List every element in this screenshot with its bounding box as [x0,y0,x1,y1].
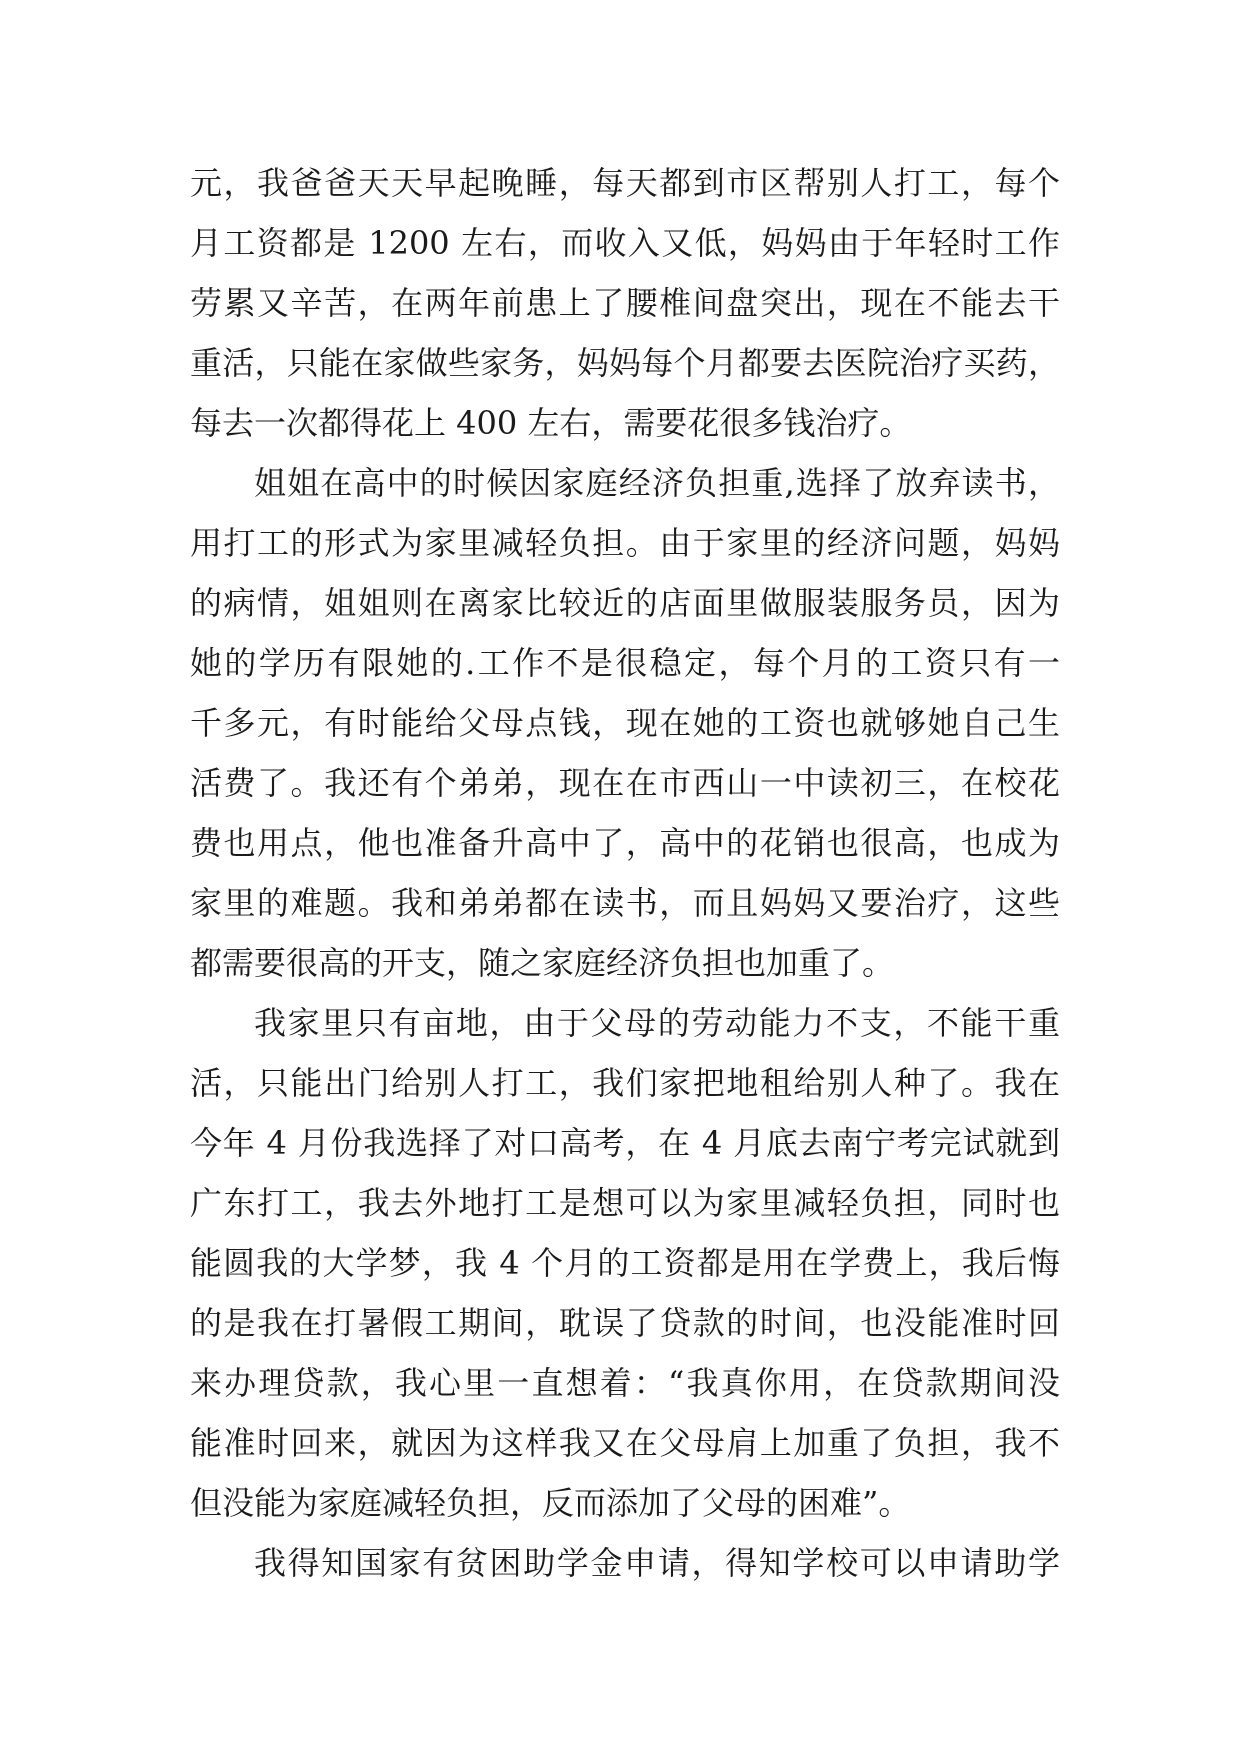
paragraph-line: 用打工的形式为家里减轻负担。由于家里的经济问题，妈妈 [190,524,1060,562]
paragraph-line: 每去一次都得花上 400 左右，需要花很多钱治疗。 [190,404,912,442]
paragraph-line: 今年 4 月份我选择了对口高考，在 4 月底去南宁考完试就到 [190,1124,1060,1162]
paragraph-line: 月工资都是 1200 左右，而收入又低，妈妈由于年轻时工作 [190,224,1060,262]
paragraph-line: 千多元，有时能给父母点钱，现在她的工资也就够她自己生 [190,704,1060,742]
paragraph-line: 活费了。我还有个弟弟，现在在市西山一中读初三，在校花 [190,764,1060,802]
paragraph [190,453,1060,993]
paragraph-line: 费也用点，他也准备升高中了，高中的花销也很高，也成为 [190,824,1060,862]
paragraph-line: 我得知国家有贫困助学金申请，得知学校可以申请助学 [254,1544,1060,1582]
paragraph-line: 广东打工，我去外地打工是想可以为家里减轻负担，同时也 [190,1184,1060,1222]
paragraph [190,153,1060,453]
paragraph-line: 的病情，姐姐则在离家比较近的店面里做服装服务员，因为 [190,584,1060,622]
paragraph-line: 我家里只有亩地，由于父母的劳动能力不支，不能干重 [254,1004,1060,1042]
paragraph-line: 劳累又辛苦，在两年前患上了腰椎间盘突出，现在不能去干 [190,284,1060,322]
paragraph [190,1533,1060,1593]
paragraph-line: 她的学历有限她的.工作不是很稳定，每个月的工资只有一 [190,644,1060,682]
paragraph-line: 元，我爸爸天天早起晚睡，每天都到市区帮别人打工，每个 [190,164,1060,202]
paragraph-line: 重活，只能在家做些家务，妈妈每个月都要去医院治疗买药， [190,344,1060,382]
document-body [190,153,1060,1593]
paragraph [190,993,1060,1533]
paragraph-line: 能圆我的大学梦，我 4 个月的工资都是用在学费上，我后悔 [190,1244,1060,1282]
paragraph-line: 都需要很高的开支，随之家庭经济负担也加重了。 [190,944,895,982]
paragraph-line: 姐姐在高中的时候因家庭经济负担重,选择了放弃读书， [254,464,1060,502]
paragraph-line: 活，只能出门给别人打工，我们家把地租给别人种了。我在 [190,1064,1060,1102]
paragraph-line: 家里的难题。我和弟弟都在读书，而且妈妈又要治疗，这些 [190,884,1060,922]
paragraph-line: 来办理贷款，我心里一直想着：“我真你用，在贷款期间没 [190,1364,1060,1402]
paragraph-line: 的是我在打暑假工期间，耽误了贷款的时间，也没能准时回 [190,1304,1060,1342]
paragraph-line: 能准时回来，就因为这样我又在父母肩上加重了负担，我不 [190,1424,1060,1462]
paragraph-line: 但没能为家庭减轻负担，反而添加了父母的困难”。 [190,1484,911,1522]
